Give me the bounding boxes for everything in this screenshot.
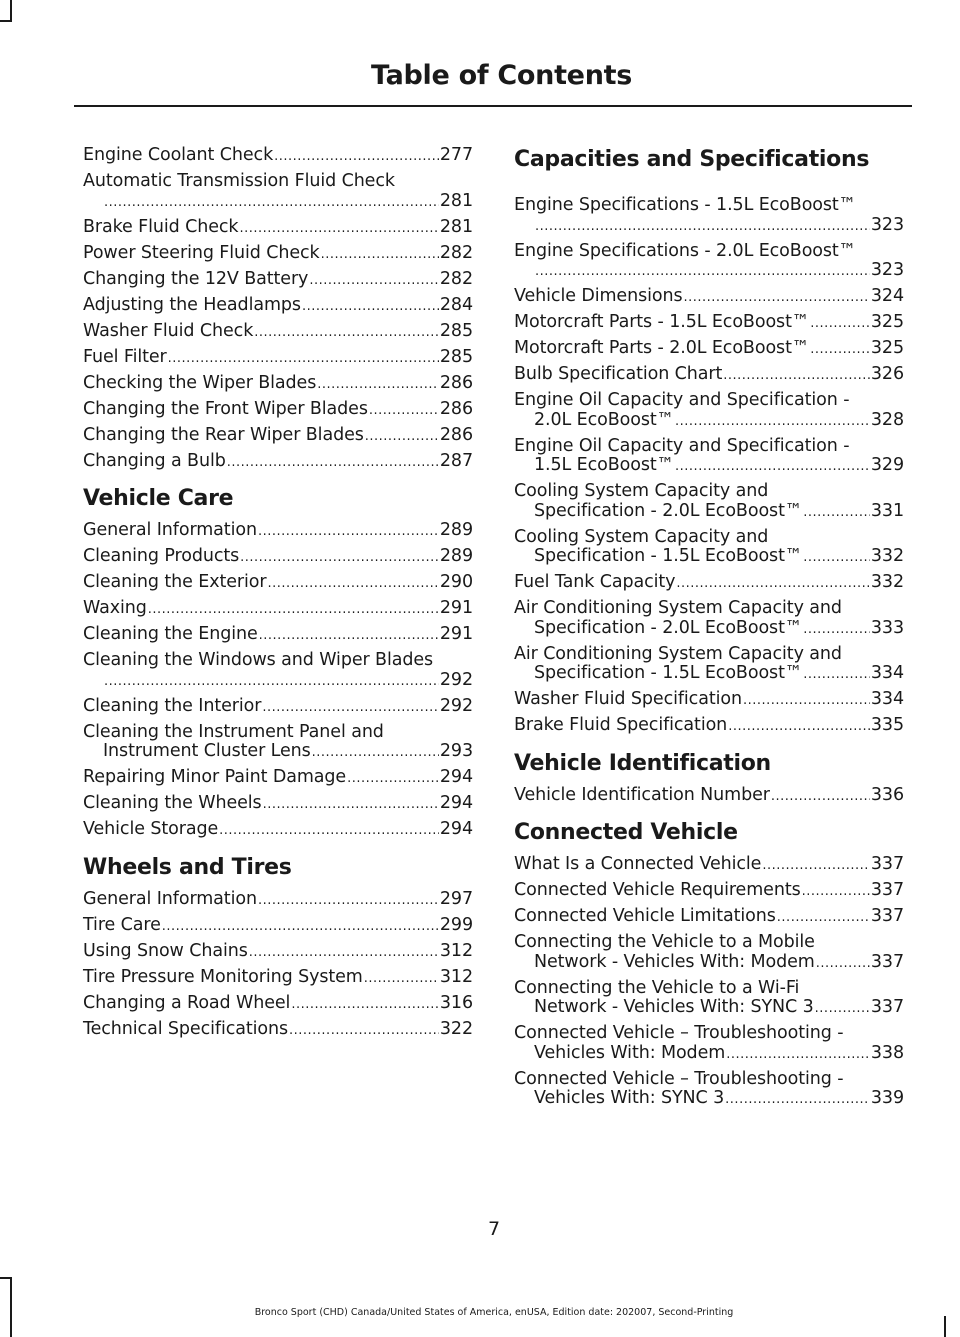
toc-entry[interactable]	[514, 482, 904, 521]
toc-entry[interactable]	[83, 723, 473, 762]
toc-entry-page: 289	[439, 520, 473, 540]
toc-leader-dots	[321, 244, 439, 264]
toc-entry[interactable]	[83, 218, 473, 238]
toc-entry-title-continued: Specification - 1.5L EcoBoost™	[534, 546, 803, 566]
toc-entry-title: Tire Care	[83, 914, 161, 935]
toc-leader-dots	[317, 374, 439, 394]
header-rule	[74, 105, 912, 107]
toc-leader-dots	[258, 890, 439, 910]
toc-entry-title: Repairing Minor Paint Damage	[83, 767, 347, 787]
toc-leader-dots	[369, 400, 439, 420]
toc-entry[interactable]	[83, 820, 473, 840]
toc-entry-page: 291	[439, 598, 473, 618]
toc-entry-page: 282	[439, 268, 473, 289]
toc-entry-title: Changing a Bulb	[83, 450, 226, 471]
crop-mark-bottom-left-h	[0, 1277, 12, 1279]
toc-entry[interactable]	[514, 716, 904, 736]
toc-leader-dots	[302, 296, 439, 316]
toc-entry-page: 294	[439, 793, 473, 813]
toc-entry-title: Engine Coolant Check	[83, 145, 274, 165]
toc-entry[interactable]	[83, 452, 473, 472]
toc-entry[interactable]	[514, 933, 904, 972]
toc-entry-page: 326	[870, 364, 904, 384]
toc-entry-page: 337	[870, 906, 904, 926]
toc-leader-dots	[365, 426, 439, 446]
toc-entry[interactable]	[83, 296, 473, 316]
toc-leader-dots	[683, 287, 869, 307]
toc-entry-page: 333	[870, 617, 904, 638]
toc-entry[interactable]	[83, 348, 473, 368]
toc-entry[interactable]	[514, 287, 904, 307]
toc-entry[interactable]	[83, 573, 473, 593]
toc-entry[interactable]	[83, 400, 473, 420]
toc-leader-dots	[263, 794, 439, 814]
toc-leader-dots	[309, 270, 439, 290]
toc-leader-dots	[803, 502, 870, 522]
toc-entry-page: 297	[439, 888, 473, 909]
toc-entry[interactable]	[514, 1024, 904, 1063]
toc-entry[interactable]	[514, 979, 904, 1018]
toc-entry-title: Changing the Front Wiper Blades	[83, 398, 368, 419]
toc-leader-dots	[162, 916, 439, 936]
toc-entry-page: 331	[870, 500, 904, 521]
toc-entry[interactable]	[514, 786, 904, 806]
toc-entry-title: General Information	[83, 888, 257, 909]
toc-entry-title: Engine Specifications - 2.0L EcoBoost™	[514, 240, 857, 261]
toc-leader-dots	[762, 855, 870, 875]
toc-leader-dots	[249, 942, 439, 962]
page-number: 7	[487, 1218, 501, 1240]
toc-entry-title: Cleaning the Engine	[83, 624, 258, 644]
toc-entry[interactable]	[83, 651, 473, 690]
toc-entry-page: 337	[870, 997, 904, 1017]
toc-entry-title: Air Conditioning System Capacity and	[514, 598, 842, 618]
toc-leader-dots	[227, 452, 439, 472]
section-heading: Vehicle Care	[83, 486, 234, 511]
toc-entry-title: Connected Vehicle – Troubleshooting -	[514, 1068, 844, 1089]
toc-entry[interactable]	[514, 573, 904, 593]
toc-entry-title: Engine Oil Capacity and Specification -	[514, 435, 850, 456]
toc-entry[interactable]	[514, 1070, 904, 1109]
toc-entry[interactable]	[83, 270, 473, 290]
toc-entry[interactable]	[83, 1020, 473, 1040]
toc-leader-dots	[725, 1089, 870, 1109]
toc-entry-page: 291	[439, 624, 473, 644]
toc-entry-page: 281	[439, 216, 473, 237]
toc-entry-title-continued: 1.5L EcoBoost™	[534, 455, 675, 475]
toc-leader-dots	[148, 599, 439, 619]
toc-entry-title: What Is a Connected Vehicle	[514, 854, 762, 874]
toc-entry-title: Checking the Wiper Blades	[83, 372, 317, 393]
toc-entry-title: Air Conditioning System Capacity and	[514, 643, 842, 664]
toc-entry-title: Motorcraft Parts - 1.5L EcoBoost™	[514, 312, 810, 332]
toc-entry-title-continued: Specification - 2.0L EcoBoost™	[534, 617, 803, 638]
toc-entry[interactable]	[83, 172, 473, 211]
toc-entry-title: Using Snow Chains	[83, 940, 248, 961]
toc-entry-page: 285	[439, 346, 473, 367]
toc-entry-title-continued: 2.0L EcoBoost™	[534, 409, 675, 430]
toc-entry[interactable]	[514, 599, 904, 638]
toc-entry[interactable]	[83, 968, 473, 988]
toc-leader-dots	[535, 216, 870, 236]
toc-entry-title-continued: Vehicles With: Modem	[534, 1042, 726, 1063]
toc-leader-dots	[810, 339, 870, 359]
toc-entry[interactable]	[83, 768, 473, 788]
toc-entry-title: Engine Specifications - 1.5L EcoBoost™	[514, 195, 857, 215]
toc-leader-dots	[239, 218, 438, 238]
toc-entry-page: 337	[870, 854, 904, 874]
toc-leader-dots	[803, 547, 870, 567]
toc-leader-dots	[816, 953, 870, 973]
toc-entry-title: Brake Fluid Specification	[514, 715, 728, 735]
toc-leader-dots	[803, 664, 870, 684]
toc-leader-dots	[259, 625, 439, 645]
toc-entry-page: 286	[439, 424, 473, 445]
toc-entry-title: Fuel Filter	[83, 346, 167, 367]
toc-leader-dots	[535, 261, 870, 281]
toc-leader-dots	[676, 573, 870, 593]
toc-entry-title: Fuel Tank Capacity	[514, 572, 676, 592]
toc-entry-page: 339	[870, 1088, 904, 1108]
toc-leader-dots	[810, 313, 870, 333]
toc-leader-dots	[104, 671, 439, 691]
toc-entry-page: 334	[870, 663, 904, 683]
toc-leader-dots	[254, 322, 439, 342]
toc-entry-page: 289	[439, 546, 473, 566]
toc-entry[interactable]	[514, 365, 904, 385]
toc-entry[interactable]	[83, 521, 473, 541]
toc-entry[interactable]	[83, 625, 473, 645]
toc-leader-dots	[802, 881, 870, 901]
toc-leader-dots	[726, 1044, 870, 1064]
toc-entry-title: Automatic Transmission Fluid Check	[83, 171, 395, 191]
toc-entry[interactable]	[514, 881, 904, 901]
toc-entry[interactable]	[83, 322, 473, 342]
toc-entry[interactable]	[83, 374, 473, 394]
toc-entry-page: 299	[439, 914, 473, 935]
toc-leader-dots	[815, 998, 870, 1018]
toc-entry-title: Cleaning Products	[83, 546, 240, 566]
toc-entry-page: 312	[439, 940, 473, 961]
toc-entry-page: 338	[870, 1042, 904, 1063]
toc-entry-title-continued: Specification - 2.0L EcoBoost™	[534, 500, 803, 521]
toc-entry-title: Power Steering Fluid Check	[83, 242, 320, 263]
toc-entry-page: 328	[870, 409, 904, 430]
toc-entry-page: 332	[870, 572, 904, 592]
toc-entry-page: 332	[870, 546, 904, 566]
toc-entry[interactable]	[83, 794, 473, 814]
section-heading: Wheels and Tires	[83, 854, 292, 880]
toc-entry-page: 293	[439, 741, 473, 761]
toc-entry-page: 287	[439, 450, 473, 471]
toc-leader-dots	[312, 742, 439, 762]
toc-leader-dots	[289, 1020, 439, 1040]
toc-entry[interactable]	[514, 196, 904, 235]
toc-entry-title: Connecting the Vehicle to a Wi-Fi	[514, 977, 800, 998]
toc-entry-title: Connected Vehicle Limitations	[514, 906, 776, 926]
toc-entry[interactable]	[83, 599, 473, 619]
toc-entry[interactable]	[83, 547, 473, 567]
toc-entry-page: 294	[439, 819, 473, 839]
toc-entry-page: 337	[870, 880, 904, 900]
toc-entry-title: Washer Fluid Check	[83, 320, 254, 341]
toc-entry[interactable]	[514, 690, 904, 710]
toc-entry-page: 323	[870, 260, 904, 280]
toc-leader-dots	[743, 690, 870, 710]
toc-entry[interactable]	[514, 313, 904, 333]
toc-entry-page: 294	[439, 767, 473, 787]
toc-entry-page: 323	[870, 214, 904, 235]
toc-leader-dots	[675, 411, 870, 431]
toc-entry-title: Adjusting the Headlamps	[83, 294, 301, 315]
toc-entry[interactable]	[83, 942, 473, 962]
toc-leader-dots	[267, 573, 438, 593]
toc-entry-title-continued: Instrument Cluster Lens	[103, 741, 311, 761]
toc-entry-page: 292	[439, 669, 473, 690]
toc-entry-title-continued: Specification - 1.5L EcoBoost™	[534, 663, 803, 683]
toc-entry-title: Cleaning the Interior	[83, 695, 262, 716]
toc-entry-title: Cooling System Capacity and	[514, 526, 769, 547]
toc-leader-dots	[364, 968, 439, 988]
toc-entry-title: Connected Vehicle – Troubleshooting -	[514, 1023, 844, 1043]
toc-entry-title: Vehicle Storage	[83, 819, 219, 839]
toc-entry-title: Connected Vehicle Requirements	[514, 880, 801, 900]
toc-entry-title: Waxing	[83, 598, 147, 618]
section-heading: Vehicle Identification	[514, 750, 771, 776]
toc-entry-title: Vehicle Dimensions	[514, 286, 683, 306]
toc-entry[interactable]	[83, 916, 473, 936]
toc-entry-page: 290	[439, 572, 473, 592]
toc-entry-page: 329	[870, 455, 904, 475]
toc-entry-page: 334	[870, 689, 904, 709]
toc-entry-title: Changing a Road Wheel	[83, 992, 291, 1013]
toc-entry[interactable]	[83, 244, 473, 264]
toc-leader-dots	[291, 994, 439, 1014]
toc-entry-title-continued: Vehicles With: SYNC 3	[534, 1088, 725, 1108]
toc-entry-page: 282	[439, 242, 473, 263]
toc-entry-page: 324	[870, 286, 904, 306]
toc-entry-page: 286	[439, 398, 473, 419]
toc-leader-dots	[723, 365, 870, 385]
toc-entry[interactable]	[514, 437, 904, 476]
crop-mark-top-left-h	[0, 20, 12, 22]
crop-mark-bottom-right	[944, 1316, 946, 1337]
toc-entry-page: 322	[439, 1018, 473, 1039]
toc-entry-title-continued: Network - Vehicles With: SYNC 3	[534, 997, 814, 1017]
toc-entry-page: 312	[439, 966, 473, 987]
toc-entry-page: 285	[439, 320, 473, 341]
toc-entry[interactable]	[83, 426, 473, 446]
toc-entry-title: Cleaning the Windows and Wiper Blades	[83, 650, 434, 670]
toc-entry-page: 325	[870, 312, 904, 332]
toc-entry-title: Engine Oil Capacity and Specification -	[514, 390, 850, 410]
section-heading: Capacities and Specifications	[514, 147, 870, 172]
toc-entry-title: Cleaning the Exterior	[83, 572, 267, 592]
toc-entry-title-continued: Network - Vehicles With: Modem	[534, 951, 815, 972]
toc-entry-page: 286	[439, 372, 473, 393]
toc-entry-title: Changing the 12V Battery	[83, 268, 309, 289]
crop-mark-top-left	[10, 0, 12, 20]
toc-leader-dots	[168, 348, 439, 368]
toc-entry-title: Cleaning the Wheels	[83, 793, 262, 813]
toc-entry-title: General Information	[83, 520, 257, 540]
toc-leader-dots	[219, 820, 439, 840]
toc-entry-title: Connecting the Vehicle to a Mobile	[514, 932, 815, 952]
toc-entry[interactable]	[514, 907, 904, 927]
toc-entry[interactable]	[83, 697, 473, 717]
toc-entry-page: 281	[439, 190, 473, 211]
toc-left-column	[83, 146, 473, 1046]
toc-entry-page: 277	[439, 145, 473, 165]
toc-entry-page: 336	[870, 784, 904, 805]
toc-entry[interactable]	[514, 391, 904, 430]
toc-entry[interactable]	[83, 994, 473, 1014]
toc-leader-dots	[675, 456, 870, 476]
toc-entry-page: 316	[439, 992, 473, 1013]
toc-leader-dots	[258, 521, 439, 541]
toc-entry-page: 335	[870, 715, 904, 735]
toc-entry-title: Technical Specifications	[83, 1018, 288, 1039]
toc-leader-dots	[777, 907, 870, 927]
toc-leader-dots	[262, 697, 439, 717]
toc-leader-dots	[240, 547, 439, 567]
toc-entry-title: Cleaning the Instrument Panel and	[83, 721, 384, 742]
toc-leader-dots	[803, 619, 870, 639]
section-heading: Connected Vehicle	[514, 820, 738, 845]
toc-leader-dots	[347, 768, 439, 788]
toc-leader-dots	[274, 146, 439, 166]
page-title: Table of Contents	[370, 60, 632, 91]
toc-entry[interactable]	[514, 855, 904, 875]
toc-entry[interactable]	[83, 146, 473, 166]
toc-entry[interactable]	[514, 339, 904, 359]
toc-entry-title: Bulb Specification Chart	[514, 364, 723, 384]
toc-entry-title: Brake Fluid Check	[83, 216, 239, 237]
toc-leader-dots	[728, 716, 870, 736]
toc-entry-page: 292	[439, 695, 473, 716]
toc-entry[interactable]	[514, 528, 904, 567]
toc-entry[interactable]	[83, 890, 473, 910]
toc-entry-title: Tire Pressure Monitoring System	[83, 966, 363, 987]
toc-entry-page: 337	[870, 951, 904, 972]
toc-leader-dots	[771, 786, 870, 806]
toc-entry-title: Washer Fluid Specification	[514, 689, 742, 709]
toc-entry[interactable]	[514, 645, 904, 684]
toc-right-column	[514, 146, 904, 1115]
toc-entry[interactable]	[514, 242, 904, 281]
toc-leader-dots	[104, 192, 439, 212]
toc-entry-page: 284	[439, 294, 473, 315]
toc-entry-page: 325	[870, 338, 904, 358]
toc-entry-title: Vehicle Identification Number	[514, 784, 770, 805]
toc-entry-title: Motorcraft Parts - 2.0L EcoBoost™	[514, 338, 810, 358]
toc-entry-title: Cooling System Capacity and	[514, 481, 769, 501]
toc-entry-title: Changing the Rear Wiper Blades	[83, 424, 364, 445]
footer-text: Bronco Sport (CHD) Canada/United States of America, enUSA, Edition date: 202007, Second-Printing	[254, 1307, 734, 1318]
